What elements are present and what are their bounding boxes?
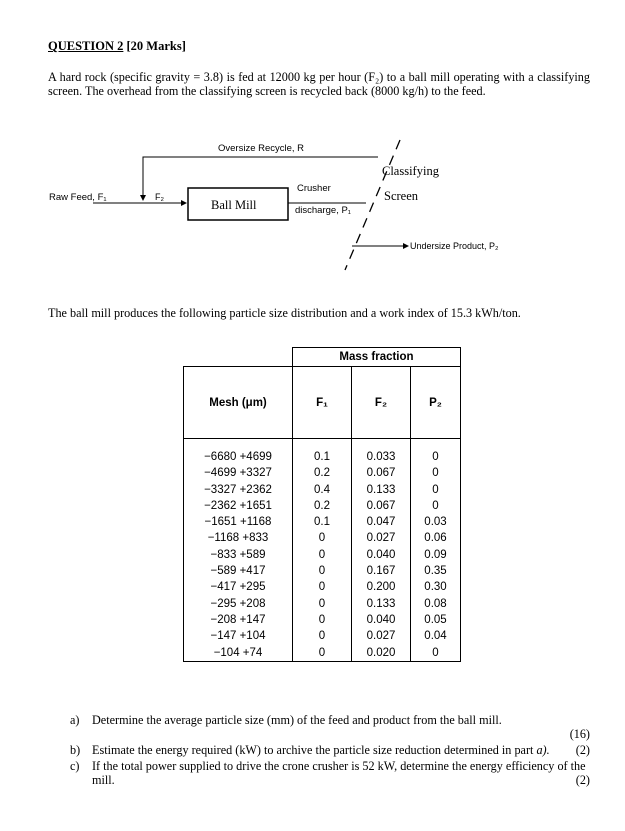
table-cell: 0.1 xyxy=(314,451,330,463)
table-cell: 0.027 xyxy=(366,630,396,643)
oversize-label: Oversize Recycle, R xyxy=(218,143,305,154)
question-label: a) xyxy=(70,713,80,727)
table-cell: −417 +295 xyxy=(210,581,266,594)
mass-fraction-header: Mass fraction xyxy=(293,348,461,367)
question-marks: (16) xyxy=(569,727,590,741)
table-cell: 0 xyxy=(432,483,439,496)
classifying-label: Classifying xyxy=(382,164,439,178)
col-header-mesh: Mesh (μm) xyxy=(184,367,293,439)
table-cell: 0.027 xyxy=(366,532,396,545)
question-item xyxy=(70,759,590,787)
table-cell: 0 xyxy=(432,451,439,463)
table-cell: −1651 +1168 xyxy=(204,516,272,529)
table-cell: 0.06 xyxy=(424,532,447,545)
table-cell: 0 xyxy=(432,467,439,480)
table-cell: 0.200 xyxy=(366,581,396,594)
table-cell: 0 xyxy=(318,548,326,561)
p2-column xyxy=(411,439,461,662)
question-item xyxy=(70,713,590,741)
table-cell: 0 xyxy=(318,532,326,545)
table-cell: 0.09 xyxy=(424,548,447,561)
f2-column xyxy=(352,439,411,662)
table-cell: 0.03 xyxy=(424,516,447,529)
classifying-screen xyxy=(345,140,400,270)
table-cell: −3327 +2362 xyxy=(204,483,272,496)
question-title: QUESTION 2 xyxy=(48,39,124,53)
size-distribution-table xyxy=(183,347,461,662)
table-cell: 0.067 xyxy=(366,467,396,480)
table-cell: −208 +147 xyxy=(210,613,266,626)
mesh-column xyxy=(184,439,293,662)
table-cell: 0 xyxy=(318,630,326,643)
table-cell: 0.05 xyxy=(424,613,447,626)
table-cell: 0.167 xyxy=(366,565,396,578)
question-marks: (2) xyxy=(575,773,590,787)
table-cell: 0 xyxy=(318,581,326,594)
question-label: c) xyxy=(70,759,80,773)
mill-label: Ball Mill xyxy=(211,198,257,212)
question-item xyxy=(70,743,590,757)
raw-feed-label: Raw Feed, F₁ xyxy=(49,192,107,203)
question-part-ref: a). xyxy=(536,743,550,757)
table-cell: 0 xyxy=(318,565,326,578)
question-label: b) xyxy=(70,743,81,757)
undersize-label: Undersize Product, P₂ xyxy=(410,241,499,251)
col-header-f2: F₂ xyxy=(352,367,411,439)
table-cell: −4699 +3327 xyxy=(204,467,272,480)
table-cell: 0.040 xyxy=(366,548,396,561)
intro-paragraph: A hard rock (specific gravity = 3.8) is fed at 12000 kg per hour (F₂) to a ball mill operating with a classifying screen. The overhead from the classifying screen is recycled back (8000 kg/h) to the feed. xyxy=(48,70,590,98)
table-cell: 0.2 xyxy=(314,467,330,480)
table-cell: 0.133 xyxy=(366,597,396,610)
discharge-label: discharge, P₁ xyxy=(295,205,352,216)
question-marks: [20 Marks] xyxy=(126,39,186,53)
question-text: Estimate the energy required (kW) to archive the particle size reduction determined in part xyxy=(92,743,534,757)
f2-label: F₂ xyxy=(155,192,164,202)
table-cell: −295 +208 xyxy=(210,597,266,610)
table-cell: 0 xyxy=(432,646,439,659)
table-cell: 0.040 xyxy=(366,613,396,626)
question-marks: (2) xyxy=(575,743,590,757)
table-cell: 0.35 xyxy=(424,565,447,578)
table-cell: 0.133 xyxy=(366,483,396,496)
table-cell: 0 xyxy=(318,646,326,659)
question-list xyxy=(70,713,590,789)
table-cell: 0.4 xyxy=(314,483,330,496)
table-cell: 0.033 xyxy=(366,451,396,463)
table-cell: 0.2 xyxy=(314,499,330,512)
f1-column xyxy=(293,439,352,662)
table-cell: −147 +104 xyxy=(210,630,266,643)
col-header-p2: P₂ xyxy=(411,367,461,439)
table-cell: 0 xyxy=(318,597,326,610)
table-cell: −833 +589 xyxy=(210,548,266,561)
table-cell: 0 xyxy=(432,499,439,512)
table-cell: −6680 +4699 xyxy=(204,451,272,463)
table-cell: −1168 +833 xyxy=(207,532,269,545)
description-paragraph: The ball mill produces the following particle size distribution and a work index of 15.3 kWh/ton. xyxy=(48,306,521,320)
table-cell: 0.067 xyxy=(366,499,396,512)
screen-label: Screen xyxy=(384,189,419,203)
table-cell: 0 xyxy=(318,613,326,626)
table-cell: 0.04 xyxy=(424,630,447,643)
question-heading xyxy=(48,39,186,54)
table-cell: 0.047 xyxy=(366,516,396,529)
crusher-label: Crusher xyxy=(297,183,331,194)
table-cell: 0.1 xyxy=(314,516,330,529)
table-cell: 0.30 xyxy=(424,581,447,594)
col-header-f1: F₁ xyxy=(293,367,352,439)
table-cell: 0.020 xyxy=(366,646,396,659)
question-text: If the total power supplied to drive the crone crusher is 52 kW, determine the energy efficiency of the mill. xyxy=(92,759,586,787)
table-cell: −104 +74 xyxy=(213,646,263,659)
table-cell: 0.08 xyxy=(424,597,447,610)
question-text: Determine the average particle size (mm) of the feed and product from the ball mill. xyxy=(92,713,502,727)
table-cell: −589 +417 xyxy=(210,565,266,578)
table-cell: −2362 +1651 xyxy=(204,499,272,512)
